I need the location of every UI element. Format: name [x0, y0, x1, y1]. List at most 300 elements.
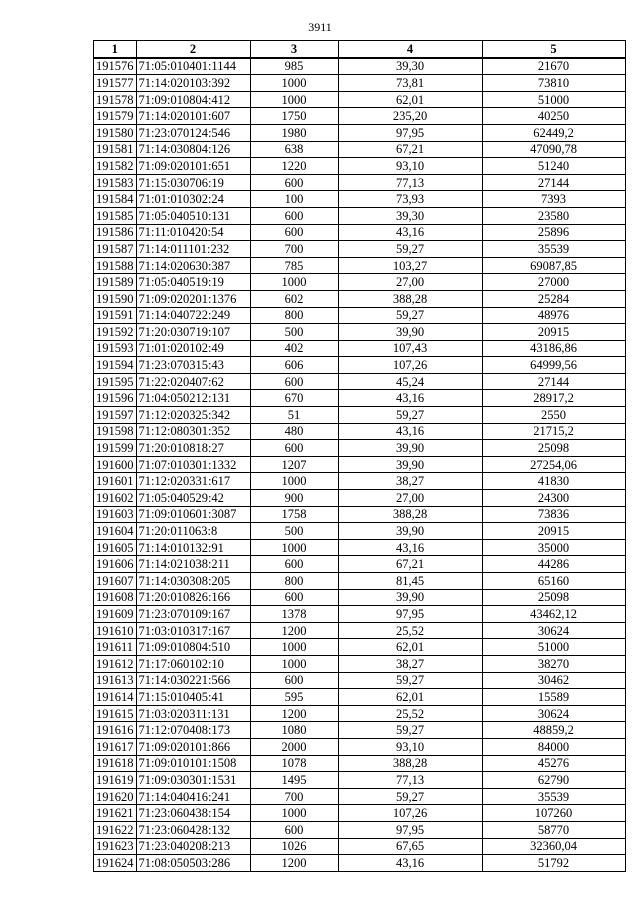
- table-cell: 45,24: [338, 373, 482, 390]
- table-cell: 73836: [482, 506, 625, 523]
- table-row: [94, 174, 626, 191]
- table-cell: 30462: [482, 672, 625, 689]
- table-cell: 51: [250, 407, 338, 424]
- table-cell: 71:23:070315:43: [136, 357, 250, 374]
- table-cell: 107,43: [338, 340, 482, 357]
- table-row: [94, 257, 626, 274]
- table-cell: 606: [250, 357, 338, 374]
- table-cell: 43,16: [338, 224, 482, 241]
- table-cell: 1200: [250, 705, 338, 722]
- table-cell: 71:14:011101:232: [136, 241, 250, 258]
- table-row: [94, 241, 626, 258]
- table-cell: 800: [250, 307, 338, 324]
- column-header: 2: [136, 41, 250, 58]
- table-cell: 1200: [250, 855, 338, 872]
- table-cell: 2000: [250, 738, 338, 755]
- table-cell: 27254,06: [482, 456, 625, 473]
- table-cell: 600: [250, 556, 338, 573]
- table-row: [94, 141, 626, 158]
- table-cell: 71:20:010818:27: [136, 440, 250, 457]
- table-row: [94, 423, 626, 440]
- table-cell: 39,30: [338, 58, 482, 75]
- table-row: [94, 75, 626, 92]
- table-cell: 71:07:010301:1332: [136, 456, 250, 473]
- table-cell: 600: [250, 672, 338, 689]
- table-cell: 191576: [94, 58, 137, 75]
- table-cell: 23580: [482, 207, 625, 224]
- table-row: [94, 523, 626, 540]
- table-cell: 191612: [94, 655, 137, 672]
- table-cell: 27144: [482, 373, 625, 390]
- table-cell: 500: [250, 523, 338, 540]
- table-cell: 69087,85: [482, 257, 625, 274]
- table-cell: 71:15:010405:41: [136, 689, 250, 706]
- table-cell: 59,27: [338, 407, 482, 424]
- table-cell: 62449,2: [482, 124, 625, 141]
- table-cell: 30624: [482, 705, 625, 722]
- table-cell: 600: [250, 440, 338, 457]
- table-cell: 191586: [94, 224, 137, 241]
- table-cell: 71:15:030706:19: [136, 174, 250, 191]
- table-cell: 71:09:010804:412: [136, 91, 250, 108]
- table-cell: 600: [250, 207, 338, 224]
- table-cell: 71:20:030719:107: [136, 324, 250, 341]
- table-cell: 21715,2: [482, 423, 625, 440]
- table-cell: 25098: [482, 440, 625, 457]
- table-row: [94, 158, 626, 175]
- table-cell: 59,27: [338, 307, 482, 324]
- table-cell: 59,27: [338, 722, 482, 739]
- table-cell: 71:12:080301:352: [136, 423, 250, 440]
- table-cell: 35539: [482, 241, 625, 258]
- table-cell: 191588: [94, 257, 137, 274]
- table-cell: 103,27: [338, 257, 482, 274]
- table-cell: 670: [250, 390, 338, 407]
- table-cell: 71:14:030308:205: [136, 573, 250, 590]
- table-cell: 900: [250, 490, 338, 507]
- table-cell: 985: [250, 58, 338, 75]
- table-cell: 71:14:030221:566: [136, 672, 250, 689]
- table-cell: 27144: [482, 174, 625, 191]
- table-cell: 32360,04: [482, 838, 625, 855]
- table-cell: 20915: [482, 324, 625, 341]
- table-cell: 191606: [94, 556, 137, 573]
- table-cell: 67,21: [338, 141, 482, 158]
- column-header: 4: [338, 41, 482, 58]
- table-cell: 65160: [482, 573, 625, 590]
- table-cell: 191618: [94, 755, 137, 772]
- table-cell: 1000: [250, 655, 338, 672]
- table-cell: 71:09:020101:866: [136, 738, 250, 755]
- table-cell: 27000: [482, 274, 625, 291]
- table-cell: 71:09:010601:3087: [136, 506, 250, 523]
- table-cell: 191587: [94, 241, 137, 258]
- table-cell: 71:09:020101:651: [136, 158, 250, 175]
- table-row: [94, 191, 626, 208]
- table-row: [94, 855, 626, 872]
- table-cell: 77,13: [338, 772, 482, 789]
- table-cell: 43,16: [338, 539, 482, 556]
- table-row: [94, 755, 626, 772]
- table-cell: 500: [250, 324, 338, 341]
- table-row: [94, 58, 626, 75]
- table-cell: 43,16: [338, 423, 482, 440]
- table-cell: 1758: [250, 506, 338, 523]
- table-cell: 71:14:040416:241: [136, 788, 250, 805]
- table-cell: 71:14:020101:607: [136, 108, 250, 125]
- table-cell: 71:03:020311:131: [136, 705, 250, 722]
- table-cell: 35539: [482, 788, 625, 805]
- table-row: [94, 274, 626, 291]
- table-cell: 39,90: [338, 456, 482, 473]
- table-row: [94, 556, 626, 573]
- table-cell: 25,52: [338, 705, 482, 722]
- table-cell: 38270: [482, 655, 625, 672]
- table-cell: 191616: [94, 722, 137, 739]
- table-row: [94, 772, 626, 789]
- table-cell: 71:11:010420:54: [136, 224, 250, 241]
- table-cell: 97,95: [338, 821, 482, 838]
- table-cell: 71:14:010132:91: [136, 539, 250, 556]
- table-cell: 59,27: [338, 672, 482, 689]
- table-cell: 1000: [250, 75, 338, 92]
- table-cell: 595: [250, 689, 338, 706]
- table-cell: 191593: [94, 340, 137, 357]
- table-cell: 71:09:010804:510: [136, 639, 250, 656]
- table-cell: 191597: [94, 407, 137, 424]
- table-cell: 71:05:040510:131: [136, 207, 250, 224]
- table-row: [94, 788, 626, 805]
- table-row: [94, 108, 626, 125]
- table-cell: 62,01: [338, 91, 482, 108]
- table-row: [94, 689, 626, 706]
- table-row: [94, 373, 626, 390]
- table-row: [94, 91, 626, 108]
- table-row: [94, 473, 626, 490]
- table-cell: 1000: [250, 539, 338, 556]
- table-row: [94, 639, 626, 656]
- table-row: [94, 290, 626, 307]
- table-cell: 71:04:050212:131: [136, 390, 250, 407]
- table-row: [94, 207, 626, 224]
- table-row: [94, 224, 626, 241]
- table-row: [94, 805, 626, 822]
- table-cell: 191600: [94, 456, 137, 473]
- table-cell: 191583: [94, 174, 137, 191]
- table-cell: 62,01: [338, 689, 482, 706]
- table-row: [94, 340, 626, 357]
- table-cell: 1495: [250, 772, 338, 789]
- table-cell: 191619: [94, 772, 137, 789]
- table-cell: 191579: [94, 108, 137, 125]
- table-cell: 191601: [94, 473, 137, 490]
- table-cell: 7393: [482, 191, 625, 208]
- table-cell: 191613: [94, 672, 137, 689]
- table-row: [94, 722, 626, 739]
- table-cell: 600: [250, 589, 338, 606]
- table-cell: 73,81: [338, 75, 482, 92]
- table-cell: 38,27: [338, 473, 482, 490]
- table-cell: 81,45: [338, 573, 482, 590]
- table-cell: 100: [250, 191, 338, 208]
- table-cell: 51792: [482, 855, 625, 872]
- table-cell: 40250: [482, 108, 625, 125]
- table-cell: 73810: [482, 75, 625, 92]
- table-cell: 1207: [250, 456, 338, 473]
- table-cell: 71:14:040722:249: [136, 307, 250, 324]
- table-cell: 39,90: [338, 523, 482, 540]
- table-row: [94, 705, 626, 722]
- table-cell: 191592: [94, 324, 137, 341]
- table-cell: 71:23:040208:213: [136, 838, 250, 855]
- table-cell: 1200: [250, 622, 338, 639]
- table-cell: 67,21: [338, 556, 482, 573]
- table-row: [94, 539, 626, 556]
- table-cell: 59,27: [338, 241, 482, 258]
- table-cell: 38,27: [338, 655, 482, 672]
- table-cell: 71:14:020103:392: [136, 75, 250, 92]
- table-cell: 71:09:030301:1531: [136, 772, 250, 789]
- table-cell: 191585: [94, 207, 137, 224]
- table-cell: 71:20:010826:166: [136, 589, 250, 606]
- table-cell: 41830: [482, 473, 625, 490]
- table-cell: 191598: [94, 423, 137, 440]
- table-cell: 191603: [94, 506, 137, 523]
- table-row: [94, 440, 626, 457]
- table-cell: 30624: [482, 622, 625, 639]
- table-cell: 191608: [94, 589, 137, 606]
- table-cell: 25,52: [338, 622, 482, 639]
- table-cell: 191622: [94, 821, 137, 838]
- table-row: [94, 573, 626, 590]
- table-cell: 28917,2: [482, 390, 625, 407]
- table-cell: 402: [250, 340, 338, 357]
- table-cell: 600: [250, 174, 338, 191]
- table-cell: 51000: [482, 639, 625, 656]
- table-row: [94, 606, 626, 623]
- column-header: 3: [250, 41, 338, 58]
- table-cell: 191615: [94, 705, 137, 722]
- table-cell: 191582: [94, 158, 137, 175]
- table-cell: 602: [250, 290, 338, 307]
- table-cell: 93,10: [338, 738, 482, 755]
- table-cell: 191620: [94, 788, 137, 805]
- table-cell: 45276: [482, 755, 625, 772]
- table-cell: 71:17:060102:10: [136, 655, 250, 672]
- table-cell: 93,10: [338, 158, 482, 175]
- table-row: [94, 324, 626, 341]
- table-row: [94, 490, 626, 507]
- table-cell: 43,16: [338, 855, 482, 872]
- table-cell: 71:09:020201:1376: [136, 290, 250, 307]
- table-cell: 27,00: [338, 274, 482, 291]
- table-cell: 1750: [250, 108, 338, 125]
- table-cell: 71:14:030804:126: [136, 141, 250, 158]
- table-row: [94, 838, 626, 855]
- table-cell: 191591: [94, 307, 137, 324]
- table-cell: 1220: [250, 158, 338, 175]
- table-cell: 191589: [94, 274, 137, 291]
- table-cell: 700: [250, 241, 338, 258]
- table-cell: 700: [250, 788, 338, 805]
- table-cell: 20915: [482, 523, 625, 540]
- column-header: 1: [94, 41, 137, 58]
- table-cell: 71:05:040519:19: [136, 274, 250, 291]
- page-number: 3911: [308, 20, 332, 34]
- table-cell: 71:23:070124:546: [136, 124, 250, 141]
- table-cell: 62790: [482, 772, 625, 789]
- table-cell: 191614: [94, 689, 137, 706]
- table-cell: 191580: [94, 124, 137, 141]
- table-cell: 43186,86: [482, 340, 625, 357]
- column-header: 5: [482, 41, 625, 58]
- table-row: [94, 738, 626, 755]
- table-row: [94, 407, 626, 424]
- table-cell: 191607: [94, 573, 137, 590]
- table-cell: 107260: [482, 805, 625, 822]
- table-cell: 1080: [250, 722, 338, 739]
- table-cell: 71:03:010317:167: [136, 622, 250, 639]
- table-cell: 71:08:050503:286: [136, 855, 250, 872]
- table-row: [94, 390, 626, 407]
- table-cell: 1378: [250, 606, 338, 623]
- table-cell: 71:23:070109:167: [136, 606, 250, 623]
- table-cell: 71:05:040529:42: [136, 490, 250, 507]
- table-cell: 600: [250, 373, 338, 390]
- table-cell: 800: [250, 573, 338, 590]
- table-cell: 600: [250, 224, 338, 241]
- table-cell: 191621: [94, 805, 137, 822]
- table-cell: 480: [250, 423, 338, 440]
- table-cell: 71:14:020630:387: [136, 257, 250, 274]
- table-cell: 1078: [250, 755, 338, 772]
- table-cell: 2550: [482, 407, 625, 424]
- table-cell: 73,93: [338, 191, 482, 208]
- table-cell: 71:22:020407:62: [136, 373, 250, 390]
- table-cell: 43462,12: [482, 606, 625, 623]
- table-cell: 59,27: [338, 788, 482, 805]
- table-cell: 39,90: [338, 440, 482, 457]
- table-cell: 48976: [482, 307, 625, 324]
- table-cell: 191617: [94, 738, 137, 755]
- table-row: [94, 124, 626, 141]
- table-cell: 191599: [94, 440, 137, 457]
- table-cell: 785: [250, 257, 338, 274]
- table-cell: 64999,56: [482, 357, 625, 374]
- table-cell: 47090,78: [482, 141, 625, 158]
- table-cell: 1000: [250, 639, 338, 656]
- table-cell: 235,20: [338, 108, 482, 125]
- table-cell: 71:12:020331:617: [136, 473, 250, 490]
- table-cell: 191611: [94, 639, 137, 656]
- table-cell: 1000: [250, 805, 338, 822]
- table-row: [94, 357, 626, 374]
- table-row: [94, 506, 626, 523]
- table-cell: 1000: [250, 473, 338, 490]
- table-cell: 1026: [250, 838, 338, 855]
- table-cell: 1000: [250, 91, 338, 108]
- table-cell: 51000: [482, 91, 625, 108]
- table-cell: 39,30: [338, 207, 482, 224]
- table-row: [94, 456, 626, 473]
- table-cell: 71:20:011063:8: [136, 523, 250, 540]
- table-row: [94, 589, 626, 606]
- table-cell: 71:01:020102:49: [136, 340, 250, 357]
- table-cell: 191581: [94, 141, 137, 158]
- table-row: [94, 672, 626, 689]
- table-cell: 191590: [94, 290, 137, 307]
- table-cell: 191602: [94, 490, 137, 507]
- data-table: [93, 40, 626, 872]
- table-cell: 191610: [94, 622, 137, 639]
- table-cell: 191609: [94, 606, 137, 623]
- table-cell: 71:12:020325:342: [136, 407, 250, 424]
- table-cell: 24300: [482, 490, 625, 507]
- table-cell: 97,95: [338, 124, 482, 141]
- table-cell: 97,95: [338, 606, 482, 623]
- table-cell: 39,90: [338, 589, 482, 606]
- table-cell: 107,26: [338, 805, 482, 822]
- table-cell: 191604: [94, 523, 137, 540]
- table-cell: 638: [250, 141, 338, 158]
- table-cell: 191594: [94, 357, 137, 374]
- table-cell: 39,90: [338, 324, 482, 341]
- table-cell: 48859,2: [482, 722, 625, 739]
- table-cell: 71:23:060438:154: [136, 805, 250, 822]
- table-cell: 388,28: [338, 506, 482, 523]
- table-cell: 71:14:021038:211: [136, 556, 250, 573]
- table-cell: 44286: [482, 556, 625, 573]
- table-cell: 43,16: [338, 390, 482, 407]
- table-cell: 71:23:060428:132: [136, 821, 250, 838]
- table-cell: 58770: [482, 821, 625, 838]
- table-body: [94, 58, 626, 872]
- table-cell: 71:05:010401:1144: [136, 58, 250, 75]
- table-cell: 25284: [482, 290, 625, 307]
- table-cell: 191578: [94, 91, 137, 108]
- table-cell: 191584: [94, 191, 137, 208]
- table-header: [94, 41, 626, 58]
- table-cell: 191596: [94, 390, 137, 407]
- table-cell: 191595: [94, 373, 137, 390]
- table-cell: 27,00: [338, 490, 482, 507]
- table-cell: 1980: [250, 124, 338, 141]
- table-header-row: [94, 41, 626, 58]
- table-cell: 191623: [94, 838, 137, 855]
- table-cell: 21670: [482, 58, 625, 75]
- table-cell: 191577: [94, 75, 137, 92]
- table-cell: 67,65: [338, 838, 482, 855]
- table-cell: 388,28: [338, 755, 482, 772]
- table-row: [94, 655, 626, 672]
- table-cell: 600: [250, 821, 338, 838]
- table-cell: 107,26: [338, 357, 482, 374]
- table-cell: 1000: [250, 274, 338, 291]
- table-cell: 51240: [482, 158, 625, 175]
- table-cell: 35000: [482, 539, 625, 556]
- table-row: [94, 821, 626, 838]
- table-cell: 77,13: [338, 174, 482, 191]
- table-row: [94, 622, 626, 639]
- table-cell: 191605: [94, 539, 137, 556]
- table-cell: 71:09:010101:1508: [136, 755, 250, 772]
- table-cell: 191624: [94, 855, 137, 872]
- table-cell: 71:01:010302:24: [136, 191, 250, 208]
- table-cell: 25098: [482, 589, 625, 606]
- table-cell: 71:12:070408:173: [136, 722, 250, 739]
- table-cell: 388,28: [338, 290, 482, 307]
- table-cell: 25896: [482, 224, 625, 241]
